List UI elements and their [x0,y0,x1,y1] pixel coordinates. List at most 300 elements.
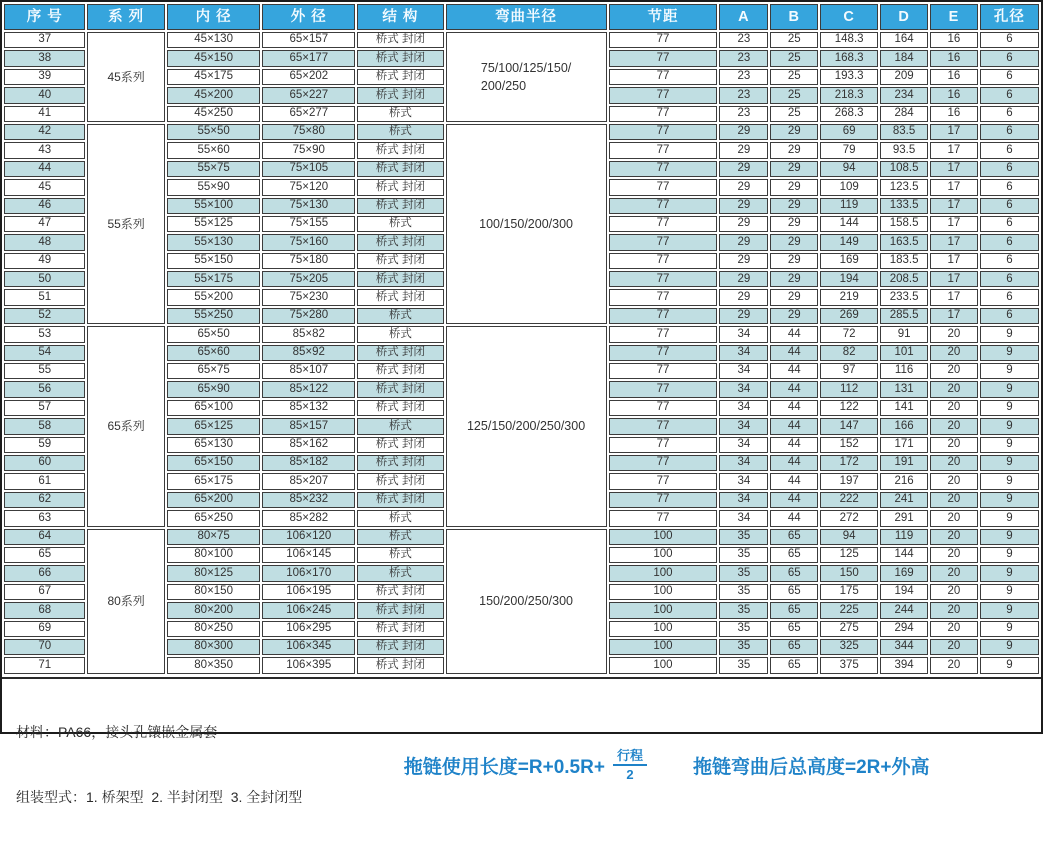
table-row [4,326,1039,342]
cell-c: 72 [820,326,878,342]
cell-outer-diameter: 106×195 [262,584,355,600]
cell-inner-diameter: 45×250 [167,106,261,122]
cell-hole-diameter: 9 [980,400,1039,416]
cell-b: 29 [770,124,818,140]
cell-d: 284 [880,106,928,122]
cell-serial: 67 [4,584,85,600]
cell-inner-diameter: 45×175 [167,69,261,85]
cell-c: 218.3 [820,87,878,103]
cell-pitch: 100 [609,584,718,600]
cell-c: 175 [820,584,878,600]
cell-e: 20 [930,510,978,526]
cell-structure: 桥式 封闭 [357,234,444,250]
cell-hole-diameter: 6 [980,124,1039,140]
cell-a: 23 [719,50,768,66]
cell-serial: 61 [4,473,85,489]
cell-inner-diameter: 65×125 [167,418,261,434]
cell-hole-diameter: 9 [980,345,1039,361]
cell-c: 172 [820,455,878,471]
cell-structure: 桥式 封闭 [357,363,444,379]
cell-serial: 59 [4,437,85,453]
cell-pitch: 77 [609,271,718,287]
cell-serial: 42 [4,124,85,140]
cell-pitch: 77 [609,179,718,195]
cell-structure: 桥式 封闭 [357,657,444,673]
cell-series: 80系列 [87,529,164,674]
cell-inner-diameter: 55×50 [167,124,261,140]
cell-serial: 49 [4,253,85,269]
cell-pitch: 77 [609,473,718,489]
cell-pitch: 77 [609,216,718,232]
cell-d: 294 [880,621,928,637]
cell-hole-diameter: 6 [980,289,1039,305]
cell-bend-radius [446,124,607,324]
cell-hole-diameter: 9 [980,455,1039,471]
cell-pitch: 77 [609,381,718,397]
cell-d: 133.5 [880,198,928,214]
cell-c: 125 [820,547,878,563]
cell-e: 20 [930,621,978,637]
cell-inner-diameter: 65×60 [167,345,261,361]
cell-inner-diameter: 45×200 [167,87,261,103]
cell-a: 34 [719,473,768,489]
cell-e: 17 [930,142,978,158]
cell-d: 208.5 [880,271,928,287]
cell-serial: 41 [4,106,85,122]
cell-outer-diameter: 75×155 [262,216,355,232]
cell-serial: 63 [4,510,85,526]
cell-outer-diameter: 106×295 [262,621,355,637]
cell-structure: 桥式 封闭 [357,179,444,195]
cell-pitch: 100 [609,639,718,655]
cell-c: 94 [820,161,878,177]
cell-inner-diameter: 45×130 [167,32,261,48]
cell-serial: 71 [4,657,85,673]
cell-serial: 52 [4,308,85,324]
cell-inner-diameter: 55×75 [167,161,261,177]
cell-inner-diameter: 55×200 [167,289,261,305]
cell-a: 34 [719,510,768,526]
cell-b: 44 [770,418,818,434]
cell-e: 17 [930,289,978,305]
cell-d: 119 [880,529,928,545]
cell-a: 35 [719,529,768,545]
cell-structure: 桥式 [357,547,444,563]
cell-e: 16 [930,106,978,122]
cell-outer-diameter: 85×82 [262,326,355,342]
cell-d: 91 [880,326,928,342]
cell-c: 268.3 [820,106,878,122]
cell-d: 184 [880,50,928,66]
cell-b: 44 [770,473,818,489]
cell-d: 116 [880,363,928,379]
cell-a: 34 [719,345,768,361]
cell-e: 17 [930,124,978,140]
cell-serial: 56 [4,381,85,397]
stroke-fraction [613,748,647,783]
cell-outer-diameter: 85×92 [262,345,355,361]
cell-c: 148.3 [820,32,878,48]
column-header-7: A [719,4,768,30]
cell-hole-diameter: 6 [980,198,1039,214]
cell-serial: 53 [4,326,85,342]
cell-a: 29 [719,161,768,177]
cell-pitch: 77 [609,32,718,48]
cell-outer-diameter: 106×395 [262,657,355,673]
cell-e: 16 [930,32,978,48]
cell-e: 20 [930,657,978,673]
cell-serial: 55 [4,363,85,379]
cell-hole-diameter: 9 [980,510,1039,526]
cell-e: 20 [930,473,978,489]
cell-serial: 46 [4,198,85,214]
cell-a: 29 [719,271,768,287]
cell-serial: 58 [4,418,85,434]
cell-b: 65 [770,602,818,618]
cell-c: 219 [820,289,878,305]
cell-a: 29 [719,289,768,305]
cell-inner-diameter: 55×125 [167,216,261,232]
column-header-11: E [930,4,978,30]
cell-structure: 桥式 [357,216,444,232]
cell-d: 209 [880,69,928,85]
cell-serial: 48 [4,234,85,250]
cell-a: 29 [719,124,768,140]
cell-hole-diameter: 6 [980,179,1039,195]
cell-c: 169 [820,253,878,269]
cell-structure: 桥式 封闭 [357,69,444,85]
cell-d: 241 [880,492,928,508]
column-header-1: 系 列 [87,4,164,30]
cell-hole-diameter: 9 [980,381,1039,397]
cell-outer-diameter: 75×80 [262,124,355,140]
cell-c: 269 [820,308,878,324]
cell-a: 34 [719,326,768,342]
cell-serial: 65 [4,547,85,563]
cell-e: 20 [930,639,978,655]
cell-inner-diameter: 80×100 [167,547,261,563]
cell-outer-diameter: 106×120 [262,529,355,545]
cell-d: 191 [880,455,928,471]
cell-e: 20 [930,565,978,581]
cell-c: 82 [820,345,878,361]
cell-a: 23 [719,106,768,122]
cell-c: 222 [820,492,878,508]
cell-structure: 桥式 封闭 [357,345,444,361]
cell-pitch: 77 [609,363,718,379]
cell-c: 149 [820,234,878,250]
cell-outer-diameter: 75×90 [262,142,355,158]
cell-a: 34 [719,492,768,508]
cell-a: 29 [719,253,768,269]
footer [2,677,1041,852]
bend-radius-text: 100/150/200/300 [479,217,573,232]
cell-pitch: 100 [609,565,718,581]
cell-inner-diameter: 55×130 [167,234,261,250]
cell-pitch: 77 [609,345,718,361]
cell-b: 25 [770,69,818,85]
cell-structure: 桥式 封闭 [357,289,444,305]
column-header-8: B [770,4,818,30]
cell-structure: 桥式 封闭 [357,253,444,269]
cell-b: 29 [770,308,818,324]
cell-d: 158.5 [880,216,928,232]
cell-inner-diameter: 55×60 [167,142,261,158]
cell-b: 44 [770,381,818,397]
cell-a: 23 [719,87,768,103]
cell-b: 65 [770,621,818,637]
cell-b: 44 [770,510,818,526]
cell-e: 20 [930,326,978,342]
cell-hole-diameter: 6 [980,271,1039,287]
cell-e: 17 [930,216,978,232]
cell-serial: 44 [4,161,85,177]
cell-inner-diameter: 55×150 [167,253,261,269]
spec-table [2,2,1041,676]
cell-structure: 桥式 封闭 [357,87,444,103]
cell-d: 131 [880,381,928,397]
cell-outer-diameter: 85×132 [262,400,355,416]
cell-a: 23 [719,32,768,48]
cell-structure: 桥式 封闭 [357,142,444,158]
cell-hole-diameter: 6 [980,234,1039,250]
cell-a: 29 [719,179,768,195]
cell-pitch: 77 [609,437,718,453]
cell-c: 275 [820,621,878,637]
cell-serial: 68 [4,602,85,618]
cell-d: 169 [880,565,928,581]
cell-pitch: 77 [609,124,718,140]
cell-a: 35 [719,547,768,563]
cell-structure: 桥式 封闭 [357,32,444,48]
cell-structure: 桥式 封闭 [357,198,444,214]
cell-structure: 桥式 [357,418,444,434]
cell-d: 101 [880,345,928,361]
cell-c: 69 [820,124,878,140]
cell-b: 29 [770,289,818,305]
formula-total-height [693,752,929,779]
cell-e: 20 [930,492,978,508]
cell-inner-diameter: 65×75 [167,363,261,379]
cell-pitch: 77 [609,50,718,66]
cell-pitch: 77 [609,510,718,526]
cell-a: 29 [719,234,768,250]
column-header-3: 外 径 [262,4,355,30]
cell-pitch: 77 [609,142,718,158]
cell-inner-diameter: 80×125 [167,565,261,581]
cell-outer-diameter: 106×245 [262,602,355,618]
cell-structure: 桥式 封闭 [357,473,444,489]
cell-c: 97 [820,363,878,379]
cell-c: 168.3 [820,50,878,66]
cell-inner-diameter: 65×50 [167,326,261,342]
cell-pitch: 77 [609,326,718,342]
cell-serial: 47 [4,216,85,232]
cell-inner-diameter: 80×75 [167,529,261,545]
cell-b: 44 [770,326,818,342]
cell-structure: 桥式 封闭 [357,584,444,600]
cell-e: 17 [930,234,978,250]
cell-b: 44 [770,345,818,361]
cell-d: 141 [880,400,928,416]
cell-inner-diameter: 65×100 [167,400,261,416]
cell-serial: 70 [4,639,85,655]
cell-b: 25 [770,106,818,122]
cell-outer-diameter: 75×105 [262,161,355,177]
cell-a: 23 [719,69,768,85]
column-header-5: 弯曲半径 [446,4,607,30]
formula-length-text: 拖链使用长度=R+0.5R+ [403,756,605,778]
cell-outer-diameter: 85×207 [262,473,355,489]
cell-bend-radius [446,32,607,122]
cell-a: 35 [719,565,768,581]
cell-inner-diameter: 65×130 [167,437,261,453]
cell-outer-diameter: 85×232 [262,492,355,508]
cell-hole-diameter: 9 [980,492,1039,508]
cell-b: 44 [770,492,818,508]
cell-c: 147 [820,418,878,434]
cell-d: 394 [880,657,928,673]
cell-outer-diameter: 65×277 [262,106,355,122]
assembly-note: 组装型式：1. 桥架型 2. 半封闭型 3. 全封闭型 [16,789,303,806]
table-row [4,32,1039,48]
cell-outer-diameter: 75×180 [262,253,355,269]
cell-b: 44 [770,437,818,453]
cell-e: 20 [930,418,978,434]
cell-inner-diameter: 65×200 [167,492,261,508]
cell-e: 16 [930,69,978,85]
cell-outer-diameter: 85×157 [262,418,355,434]
bend-radius-text: 150/200/250/300 [479,594,573,609]
cell-e: 20 [930,455,978,471]
cell-pitch: 77 [609,198,718,214]
cell-e: 16 [930,50,978,66]
cell-a: 34 [719,400,768,416]
cell-pitch: 77 [609,253,718,269]
cell-inner-diameter: 80×200 [167,602,261,618]
cell-a: 35 [719,602,768,618]
cell-e: 17 [930,198,978,214]
footer-notes [2,679,302,852]
cell-d: 233.5 [880,289,928,305]
cell-outer-diameter: 65×202 [262,69,355,85]
cell-inner-diameter: 65×150 [167,455,261,471]
cell-inner-diameter: 80×150 [167,584,261,600]
cell-b: 29 [770,142,818,158]
cell-serial: 51 [4,289,85,305]
cell-b: 29 [770,253,818,269]
cell-b: 29 [770,161,818,177]
cell-d: 244 [880,602,928,618]
cell-hole-diameter: 9 [980,418,1039,434]
cell-e: 17 [930,179,978,195]
cell-pitch: 77 [609,308,718,324]
cell-serial: 54 [4,345,85,361]
cell-e: 17 [930,271,978,287]
cell-series: 45系列 [87,32,164,122]
cell-pitch: 77 [609,289,718,305]
column-header-9: C [820,4,878,30]
cell-bend-radius [446,326,607,526]
cell-b: 25 [770,87,818,103]
cell-e: 20 [930,363,978,379]
cell-a: 35 [719,639,768,655]
cell-b: 65 [770,584,818,600]
column-header-12: 孔径 [980,4,1039,30]
cell-serial: 62 [4,492,85,508]
cell-outer-diameter: 75×120 [262,179,355,195]
cell-pitch: 77 [609,106,718,122]
cell-serial: 66 [4,565,85,581]
cell-serial: 64 [4,529,85,545]
cell-a: 34 [719,363,768,379]
cell-c: 272 [820,510,878,526]
cell-structure: 桥式 封闭 [357,455,444,471]
cell-outer-diameter: 75×160 [262,234,355,250]
cell-serial: 40 [4,87,85,103]
cell-serial: 50 [4,271,85,287]
cell-hole-diameter: 6 [980,69,1039,85]
cell-inner-diameter: 65×90 [167,381,261,397]
cell-structure: 桥式 封闭 [357,400,444,416]
cell-pitch: 100 [609,547,718,563]
column-header-6: 节距 [609,4,718,30]
bend-radius-text: 125/150/200/250/300 [466,419,586,434]
cell-b: 44 [770,400,818,416]
cell-outer-diameter: 85×182 [262,455,355,471]
cell-b: 29 [770,234,818,250]
cell-c: 79 [820,142,878,158]
cell-inner-diameter: 80×300 [167,639,261,655]
cell-d: 194 [880,584,928,600]
cell-d: 183.5 [880,253,928,269]
formula-usable-length [404,748,647,783]
column-header-4: 结 构 [357,4,444,30]
cell-inner-diameter: 55×250 [167,308,261,324]
cell-hole-diameter: 9 [980,621,1039,637]
cell-b: 65 [770,529,818,545]
cell-c: 144 [820,216,878,232]
cell-d: 163.5 [880,234,928,250]
cell-pitch: 77 [609,234,718,250]
cell-series: 65系列 [87,326,164,526]
cell-pitch: 100 [609,529,718,545]
cell-serial: 39 [4,69,85,85]
cell-a: 35 [719,657,768,673]
cell-e: 17 [930,161,978,177]
cell-hole-diameter: 9 [980,639,1039,655]
cell-c: 152 [820,437,878,453]
cell-outer-diameter: 65×157 [262,32,355,48]
cell-serial: 37 [4,32,85,48]
cell-structure: 桥式 [357,326,444,342]
cell-a: 34 [719,455,768,471]
cell-b: 65 [770,639,818,655]
cell-e: 16 [930,87,978,103]
cell-c: 119 [820,198,878,214]
cell-inner-diameter: 45×150 [167,50,261,66]
cell-a: 29 [719,198,768,214]
cell-pitch: 77 [609,492,718,508]
cell-b: 25 [770,32,818,48]
cell-structure: 桥式 封闭 [357,437,444,453]
cell-hole-diameter: 9 [980,547,1039,563]
cell-hole-diameter: 6 [980,142,1039,158]
cell-outer-diameter: 106×145 [262,547,355,563]
cell-structure: 桥式 封闭 [357,639,444,655]
cell-structure: 桥式 封闭 [357,602,444,618]
cell-structure: 桥式 封闭 [357,492,444,508]
